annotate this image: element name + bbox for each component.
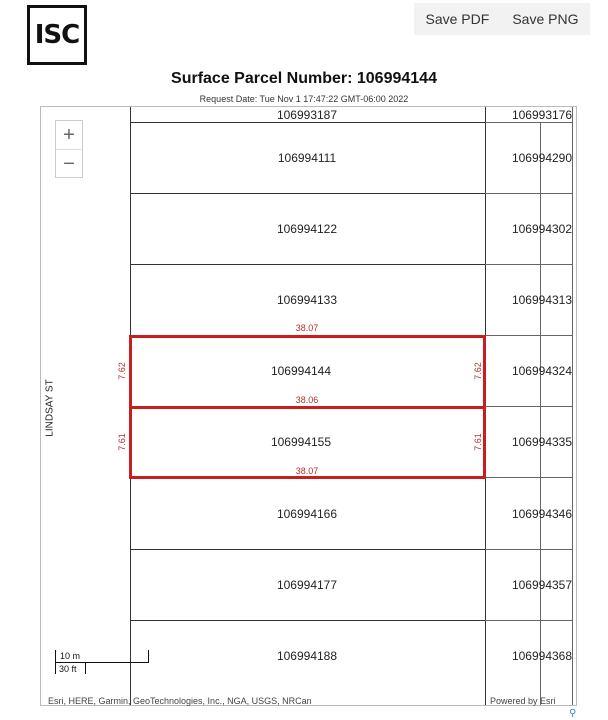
- page-title: Surface Parcel Number: 106994144: [171, 70, 437, 87]
- scale-bar-line: [55, 662, 149, 663]
- logo-text: ISC: [34, 20, 80, 50]
- parcel-label: 106994111: [277, 151, 337, 165]
- isc-logo: [27, 5, 87, 65]
- save-pdf-button[interactable]: Save PDF: [425, 11, 490, 27]
- parcel-label: 106994335: [511, 435, 573, 449]
- parcel-label: 106994188: [276, 649, 338, 663]
- right-lot-line: [485, 122, 572, 123]
- map-attribution: Esri, HERE, Garmin, GeoTechnologies, Inc., NGA, USGS, NRCan: [48, 696, 312, 706]
- dimension-label: 38.06: [295, 395, 319, 405]
- right-lot-line: [485, 335, 572, 336]
- parcel-label: 106994324: [511, 364, 573, 378]
- powered-by-esri[interactable]: Powered by Esri: [490, 696, 556, 706]
- right-lot-line: [485, 193, 572, 194]
- lot-line: [130, 620, 486, 621]
- parcel-label: 106994166: [276, 507, 338, 521]
- lot-line: [130, 122, 486, 123]
- dimension-label: 7.61: [117, 433, 127, 451]
- street-label: LINDSAY ST: [44, 379, 56, 437]
- lot-line: [130, 193, 486, 194]
- scale-bar-tick: [148, 650, 149, 662]
- right-lot-line: [485, 477, 572, 478]
- right-lot-inner-line: [540, 122, 541, 705]
- zoom-out-button[interactable]: −: [56, 149, 82, 178]
- lot-line: [130, 549, 486, 550]
- scale-bar-tick: [55, 650, 56, 674]
- parcel-label: 106994313: [511, 293, 573, 307]
- dimension-label: 7.62: [473, 362, 483, 380]
- dimension-label: 38.07: [295, 323, 319, 333]
- selected-parcel-label: 106994144: [270, 364, 332, 378]
- parcel-label: 106993187: [276, 108, 338, 122]
- dimension-label: 7.62: [117, 362, 127, 380]
- parcel-label: 106993176: [511, 108, 573, 122]
- parcel-label: 106994302: [511, 222, 573, 236]
- parcel-label: 106994122: [276, 222, 338, 236]
- scale-metric-label: 10 m: [60, 651, 81, 661]
- zoom-in-button[interactable]: +: [63, 124, 75, 146]
- right-lot-line: [485, 406, 572, 407]
- save-toolbar: [414, 3, 590, 35]
- parcel-label: 106994346: [511, 507, 573, 521]
- parcel-label: 106994290: [511, 151, 573, 165]
- parcel-label: 106994368: [511, 649, 573, 663]
- parcel-label: 106994133: [276, 293, 338, 307]
- parcel-label: 106994155: [270, 435, 332, 449]
- lot-line: [130, 264, 486, 265]
- scale-imperial-label: 30 ft: [59, 664, 77, 674]
- scale-bar-tick: [85, 662, 86, 674]
- dimension-label: 38.07: [295, 466, 319, 476]
- right-lot-line: [485, 620, 572, 621]
- right-lot-line: [485, 264, 572, 265]
- dimension-label: 7.61: [473, 433, 483, 451]
- zoom-control: [55, 120, 83, 178]
- right-lot-outer-line: [572, 107, 573, 705]
- save-png-button[interactable]: Save PNG: [512, 11, 579, 27]
- location-pin-icon: ⚲: [569, 708, 577, 719]
- request-date: Request Date: Tue Nov 1 17:47:22 GMT-06:00 2022: [199, 94, 409, 104]
- parcel-label: 106994177: [276, 578, 338, 592]
- parcel-label: 106994357: [511, 578, 573, 592]
- right-lot-line: [485, 549, 572, 550]
